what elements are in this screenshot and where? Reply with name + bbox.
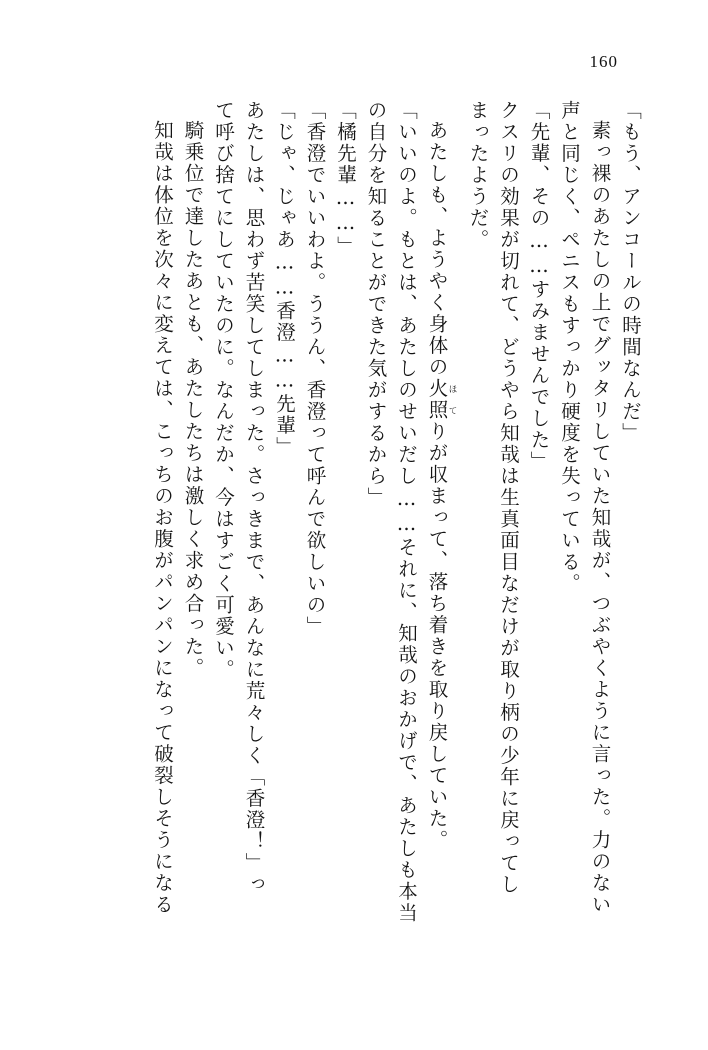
text-column: 知哉は体位を次々に変えては、こっちのお腹がパンパンになって破裂しそうになる: [151, 120, 174, 916]
text-column: 「先輩、その……すみませんでした」: [527, 100, 551, 473]
text-column: 「いいのよ。もとは、あたしのせいだし……それに、知哉のおかげで、あたしも本当: [395, 100, 418, 924]
ruby-base: 火照: [425, 378, 449, 421]
text-column: 「じゃ、じゃあ……香澄……先輩」: [273, 100, 296, 458]
text-column: て呼び捨てにしていたのに。なんだか、今はすごく可愛い。: [212, 100, 235, 681]
text-column: 「橘先輩……」: [334, 100, 357, 258]
page-number: 160: [589, 52, 618, 71]
text-column: まったようだ。: [466, 100, 490, 251]
text-column: 騎乗位で達したあとも、あたしたちは激しく求め合った。: [181, 120, 205, 679]
text-column: 「香澄でいいわよ。ううん、香澄って呼んで欲しいの」: [303, 100, 327, 638]
vertical-text-body: [60, 100, 640, 950]
ruby-reading: ほて: [447, 378, 457, 421]
text-column: 「もう、アンコールの時間なんだ」: [619, 100, 642, 444]
text-column: 声と同じく、ペニスもすっかり硬度を失っている。: [558, 100, 581, 595]
text-column: 素っ裸のあたしの上でグッタリしていた知哉が、つぶやくように言った。力のない: [588, 120, 612, 916]
text-column: あたしは、思わず苦笑してしまった。さっきまで、あんなに荒々しく「香澄！」っ: [242, 100, 266, 896]
text-column: クスリの効果が切れて、どうやら知哉は生真面目なだけが取り柄の少年に戻ってし: [497, 100, 520, 896]
text-column: の自分を知ることができた気がするから」: [364, 100, 388, 509]
text-column-with-ruby: あたしも、ようやく身体の火照ほてりが収まって、落ち着きを取り戻していた。: [425, 120, 457, 851]
ruby-group: [425, 378, 457, 421]
